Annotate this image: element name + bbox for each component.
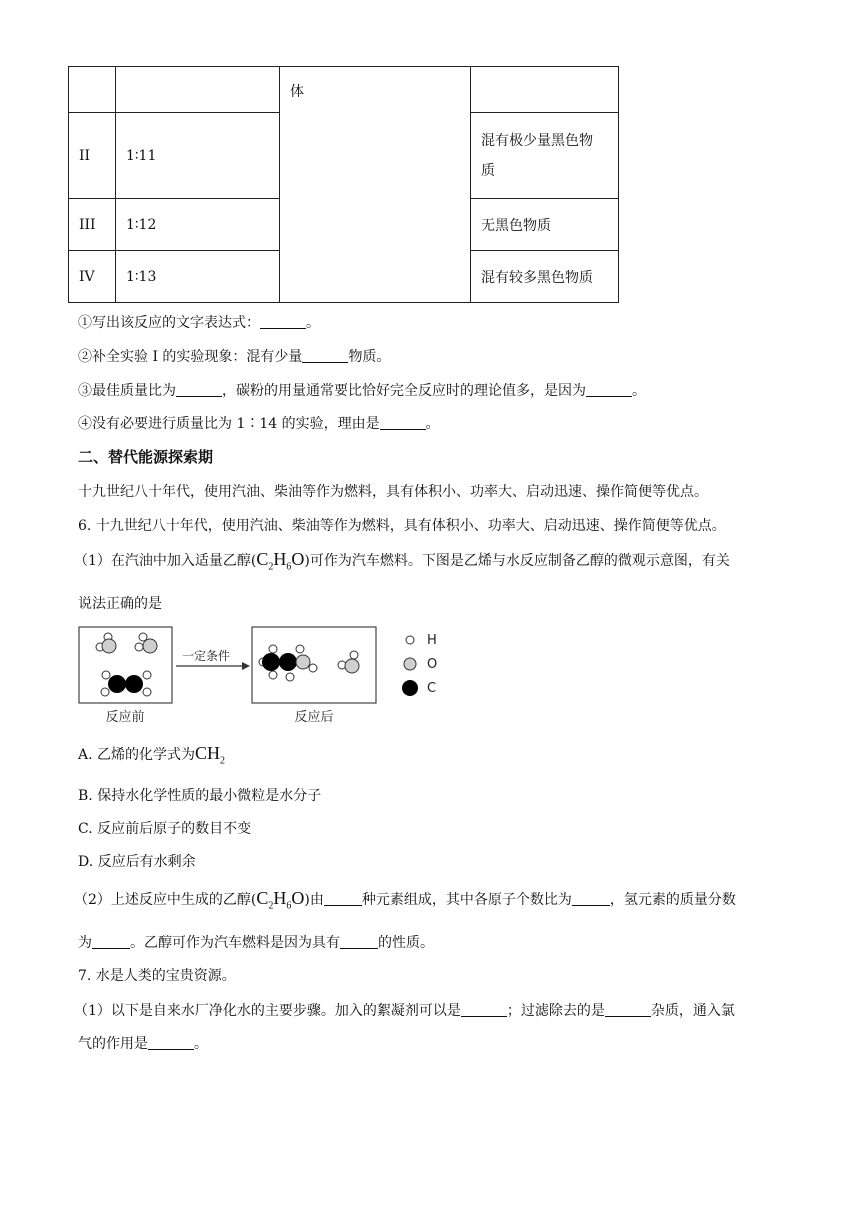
after-label: 反应后	[294, 710, 334, 725]
reaction-diagram	[78, 624, 458, 726]
q5-item-2: ②补全实验 I 的实验现象：混有少量 物质。	[78, 349, 391, 365]
before-label: 反应前	[105, 710, 145, 725]
section-heading: 二、替代能源探索期	[78, 448, 214, 466]
section-intro: 十九世纪八十年代，使用汽油、柴油等作为燃料，具有体积小、功率大、启动迅速、操作简便等优点。	[78, 484, 708, 500]
answer-blank[interactable]	[340, 934, 378, 949]
q7-part1-line2: 气的作用是 。	[78, 1036, 208, 1052]
phenomenon: 混有较多黑色物质	[471, 251, 619, 303]
answer-blank[interactable]	[148, 1035, 194, 1050]
table-cell	[471, 67, 619, 113]
answer-blank[interactable]	[302, 348, 348, 363]
answer-blank[interactable]	[324, 891, 362, 906]
q6-option-c[interactable]: C. 反应前后原子的数目不变	[78, 821, 252, 837]
answer-blank[interactable]	[380, 415, 426, 430]
svg-text:O: O	[427, 657, 438, 672]
mass-ratio: 1∶12	[116, 199, 280, 251]
answer-blank[interactable]	[260, 314, 306, 329]
q6-option-b[interactable]: B. 保持水化学性质的最小微粒是水分子	[78, 788, 322, 804]
answer-blank[interactable]	[92, 934, 130, 949]
experiment-id: II	[69, 113, 116, 199]
experiment-id: IV	[69, 251, 116, 303]
experiment-id: III	[69, 199, 116, 251]
q5-item-4: ④没有必要进行质量比为 1∶14 的实验，理由是 。	[78, 416, 440, 432]
answer-blank[interactable]	[461, 1002, 507, 1017]
q6-stem: 6. 十九世纪八十年代，使用汽油、柴油等作为燃料，具有体积小、功率大、启动迅速、操作简便等优点。	[78, 518, 726, 534]
q7-part1: （1）以下是自来水厂净化水的主要步骤。加入的絮凝剂可以是 ；过滤除去的是 杂质，通入氯	[74, 1003, 735, 1019]
before-box	[79, 627, 172, 703]
legend	[402, 633, 437, 696]
q6-part2: （2）上述反应中生成的乙醇$(C_2H_6O)$由 种元素组成，其中各原子个数比为 ，氢元素的质量分数	[74, 888, 736, 912]
answer-blank[interactable]	[176, 382, 222, 397]
q5-item-1: ①写出该反应的文字表达式： 。	[78, 315, 320, 331]
answer-blank[interactable]	[605, 1002, 651, 1017]
svg-text:C: C	[427, 681, 437, 696]
phenomenon: 混有极少量黑色物 质	[471, 113, 619, 199]
arrow-head	[242, 662, 250, 670]
q6-part1-line2: 说法正确的是	[78, 596, 162, 612]
q6-part2-line2: 为 。乙醇可作为汽车燃料是因为具有 的性质。	[78, 935, 434, 951]
q6-part1: （1）在汽油中加入适量乙醇$(C_2H_6O)$可作为汽车燃料。下图是乙烯与水反应制备乙醇的微观示意图，有关	[74, 549, 730, 573]
answer-blank[interactable]	[586, 382, 632, 397]
ethanol-formula: $C_2H_6O$	[256, 888, 305, 912]
mass-ratio: 1∶13	[116, 251, 280, 303]
mass-ratio: 1∶11	[116, 113, 280, 199]
q6-option-d[interactable]: D. 反应后有水剩余	[78, 854, 196, 870]
table-cell-merged: 体	[280, 67, 471, 303]
answer-blank[interactable]	[572, 891, 610, 906]
svg-text:H: H	[427, 633, 437, 648]
q5-item-3: ③最佳质量比为 ，碳粉的用量通常要比恰好完全反应时的理论值多，是因为 。	[78, 383, 646, 399]
phenomenon: 无黑色物质	[471, 199, 619, 251]
experiment-table	[68, 66, 619, 303]
arrow-label: 一定条件	[181, 649, 231, 663]
q6-option-a[interactable]: A. 乙烯的化学式为$CH_2$	[78, 743, 226, 767]
table-cell	[69, 67, 116, 113]
table-cell	[116, 67, 280, 113]
q7-stem: 7. 水是人类的宝贵资源。	[78, 968, 236, 984]
ethanol-formula: $C_2H_6O$	[256, 549, 305, 573]
